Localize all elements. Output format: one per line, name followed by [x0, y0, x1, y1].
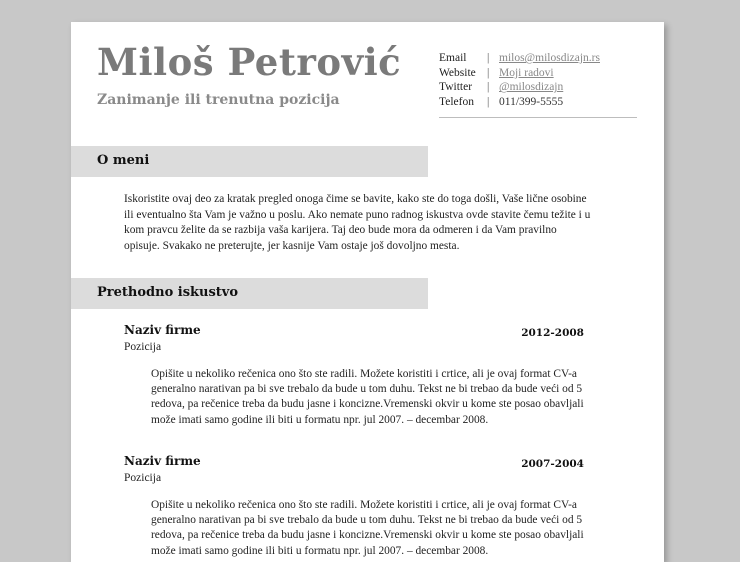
job-description: Opišite u nekoliko rečenica ono što ste radili. Možete koristiti i crtice, ali je ovaj format CV-a generalno narativan pa bi sve trebalo da bude u tom duhu. Tekst ne bi trebao da bude veći od 5 redova, pa rečenice treba da budu jasne i koncizne.Vremenski okvir u kome ste posao obavljali može imati samo godine ili biti u formatu npr. jul 2007. – decembar 2008. [151, 368, 584, 426]
job-position-subtitle: Zanimanje ili trenutna pozicija [97, 92, 340, 108]
person-name: Miloš Petrović [97, 40, 402, 84]
contact-separator: | [487, 96, 490, 109]
contact-label: Telefon [439, 96, 474, 109]
website-link[interactable]: Moji radovi [499, 66, 554, 79]
contact-block [439, 51, 600, 110]
phone-number: 011/399-5555 [499, 96, 564, 109]
contact-row-website [439, 66, 600, 81]
contact-row-email [439, 51, 600, 66]
job-description: Opišite u nekoliko rečenica ono što ste radili. Možete koristiti i crtice, ali je ovaj format CV-a generalno narativan pa bi sve trebalo da bude u tom duhu. Tekst ne bi trebao da bude veći od 5 redova, pa rečenice treba da budu jasne i koncizne.Vremenski okvir u kome ste posao obavljali može imati samo godine ili biti u formatu npr. jul 2007. – decembar 2008. [151, 499, 584, 557]
contact-row-twitter [439, 80, 600, 95]
job-years: 2007-2004 [521, 458, 584, 470]
job-company: Naziv firme [124, 454, 201, 468]
job-years: 2012-2008 [521, 327, 584, 339]
contact-separator: | [487, 52, 490, 64]
contact-label: Email [439, 52, 467, 64]
twitter-link[interactable]: @milosdizajn [499, 81, 564, 94]
job-role: Pozicija [124, 472, 162, 484]
contact-row-phone [439, 95, 600, 110]
email-link[interactable]: milos@milosdizajn.rs [499, 52, 600, 64]
contact-label: Website [439, 66, 476, 79]
section-header-about [71, 146, 428, 177]
section-header-experience [71, 278, 428, 309]
contact-separator: | [487, 81, 490, 94]
contact-separator: | [487, 66, 490, 79]
job-role: Pozicija [124, 341, 162, 353]
about-paragraph: Iskoristite ovaj deo za kratak pregled onoga čime se bavite, kako ste do toga došli, Vaše lične osobine ili eventualno šta Vam je važno u poslu. Ako nemate puno radnog iskustva ovde stavite čemu težite i u kom pravcu želite da se razbija vaša karijera. Taj deo bude mora da odmeren i da Vam pravilno opisuje. Svakako ne preterujte, jer kasnije Vam ostaje još dovoljno mesta. [124, 193, 591, 252]
section-title: O meni [97, 153, 150, 168]
resume-page [71, 22, 664, 562]
header-divider [439, 117, 637, 118]
section-title: Prethodno iskustvo [97, 285, 239, 300]
contact-label: Twitter [439, 81, 473, 94]
job-company: Naziv firme [124, 323, 201, 337]
